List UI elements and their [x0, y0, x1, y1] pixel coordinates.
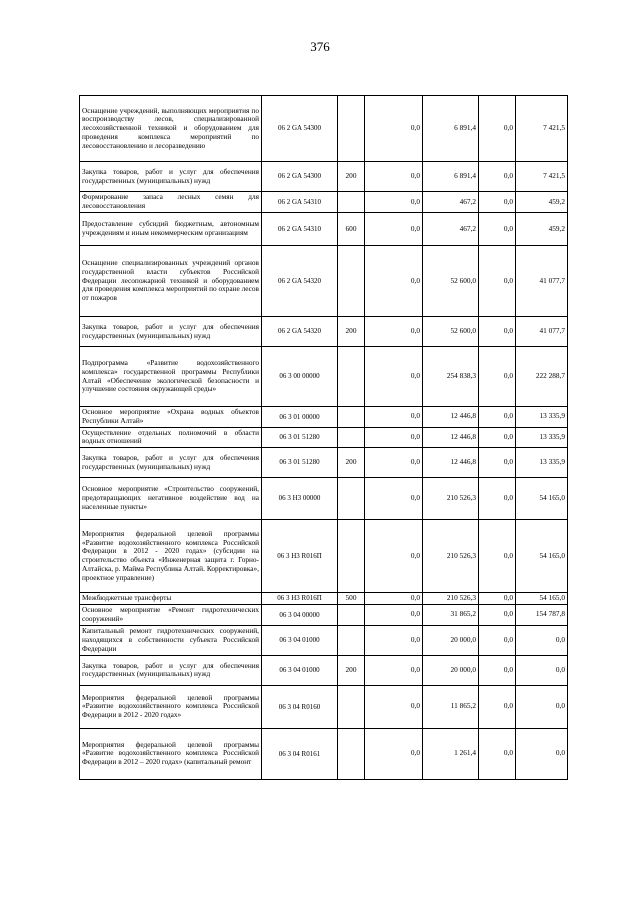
row-expense-type: [338, 96, 365, 162]
row-name: Межбюджетные трансферты: [80, 593, 262, 605]
table-row: [80, 192, 568, 213]
row-code: 06 3 04 01000: [262, 625, 338, 655]
row-expense-type: [338, 728, 365, 779]
row-value-4: 7 421,5: [516, 96, 568, 162]
table-row: [80, 162, 568, 192]
row-value-3: 0,0: [479, 246, 516, 317]
row-value-2: 210 526,3: [423, 478, 479, 520]
row-code: 06 2 GA 54320: [262, 317, 338, 347]
row-value-1: 0,0: [365, 96, 423, 162]
row-name: Осуществление отдельных полномочий в области водных отношений: [80, 427, 262, 448]
row-code: 06 2 GA 54310: [262, 192, 338, 213]
row-code: 06 2 GA 54320: [262, 246, 338, 317]
row-expense-type: 200: [338, 317, 365, 347]
table-row: [80, 407, 568, 428]
row-name: Мероприятия федеральной целевой программы «Развитие водохозяйственного комплекса Российской Федерации в 2012 – 2020 годах» (капитальный ремонт: [80, 728, 262, 779]
table-row: [80, 213, 568, 246]
table-row: [80, 347, 568, 407]
row-value-1: 0,0: [365, 347, 423, 407]
row-value-2: 31 865,2: [423, 604, 479, 625]
row-name: Капитальный ремонт гидротехнических сооружений, находящихся в собственности субъекта Российской Федерации: [80, 625, 262, 655]
row-expense-type: [338, 520, 365, 593]
row-code: 06 3 04 00000: [262, 604, 338, 625]
row-expense-type: [338, 192, 365, 213]
row-name: Оснащение специализированных учреждений органов государственной власти субъектов Российской Федерации лесопожарной техникой и оборудованием для проведения комплекса мероприятий по охране лесов от пожаров: [80, 246, 262, 317]
row-expense-type: [338, 246, 365, 317]
row-value-2: 6 891,4: [423, 96, 479, 162]
row-code: 06 3 Н3 R016П: [262, 593, 338, 605]
row-value-4: 459,2: [516, 192, 568, 213]
row-value-2: 52 600,0: [423, 317, 479, 347]
row-code: 06 3 01 51280: [262, 427, 338, 448]
row-value-1: 0,0: [365, 246, 423, 317]
row-code: 06 3 04 R0160: [262, 685, 338, 728]
table-row: [80, 625, 568, 655]
row-value-2: 467,2: [423, 192, 479, 213]
row-value-4: 222 288,7: [516, 347, 568, 407]
row-value-4: 54 165,0: [516, 593, 568, 605]
row-value-2: 20 000,0: [423, 655, 479, 685]
row-value-3: 0,0: [479, 317, 516, 347]
row-value-4: 0,0: [516, 655, 568, 685]
row-code: 06 3 00 00000: [262, 347, 338, 407]
row-value-4: 13 335,9: [516, 407, 568, 428]
row-expense-type: 200: [338, 655, 365, 685]
row-value-1: 0,0: [365, 728, 423, 779]
row-name: Закупка товаров, работ и услуг для обеспечения государственных (муниципальных) нужд: [80, 162, 262, 192]
row-value-2: 12 446,8: [423, 407, 479, 428]
row-value-1: 0,0: [365, 448, 423, 478]
row-expense-type: [338, 685, 365, 728]
row-code: 06 2 GA 54310: [262, 213, 338, 246]
row-value-2: 20 000,0: [423, 625, 479, 655]
row-value-3: 0,0: [479, 427, 516, 448]
table-row: [80, 593, 568, 605]
row-value-2: 254 838,3: [423, 347, 479, 407]
row-value-1: 0,0: [365, 520, 423, 593]
row-value-2: 12 446,8: [423, 448, 479, 478]
row-value-3: 0,0: [479, 448, 516, 478]
row-value-3: 0,0: [479, 520, 516, 593]
row-name: Оснащение учреждений, выполняющих мероприятия по воспроизводству лесов, специализированной лесохозяйственной техникой и оборудованием для проведения комплекса мероприятий по лесовосстановлению и лесоразведению: [80, 96, 262, 162]
row-name: Закупка товаров, работ и услуг для обеспечения государственных (муниципальных) нужд: [80, 317, 262, 347]
row-value-3: 0,0: [479, 213, 516, 246]
row-value-1: 0,0: [365, 625, 423, 655]
row-value-2: 1 261,4: [423, 728, 479, 779]
row-value-3: 0,0: [479, 96, 516, 162]
row-value-4: 0,0: [516, 728, 568, 779]
row-value-3: 0,0: [479, 655, 516, 685]
table-row: [80, 448, 568, 478]
row-value-3: 0,0: [479, 685, 516, 728]
row-value-1: 0,0: [365, 427, 423, 448]
table-row: [80, 655, 568, 685]
row-value-4: 7 421,5: [516, 162, 568, 192]
row-name: Мероприятия федеральной целевой программы «Развитие водохозяйственного комплекса Российской Федерации в 2012 - 2020 годах» (субсидии на строительство объекта «Инженерная защита г. Горно-Алтайска, р. Майма Республика Алтай. Корректировка», проектное управление): [80, 520, 262, 593]
row-expense-type: [338, 427, 365, 448]
row-expense-type: 200: [338, 162, 365, 192]
row-name: Закупка товаров, работ и услуг для обеспечения государственных (муниципальных) нужд: [80, 448, 262, 478]
table-row: [80, 96, 568, 162]
row-value-1: 0,0: [365, 192, 423, 213]
row-expense-type: [338, 604, 365, 625]
row-name: Подпрограмма «Развитие водохозяйственного комплекса» государственной программы Республики Алтай «Обеспечение экологической безопасности и улучшение состояния окружающей среды»: [80, 347, 262, 407]
row-code: 06 2 GA 54300: [262, 96, 338, 162]
row-name: Закупка товаров, работ и услуг для обеспечения государственных (муниципальных) нужд: [80, 655, 262, 685]
row-value-3: 0,0: [479, 625, 516, 655]
row-code: 06 2 GA 54300: [262, 162, 338, 192]
table-row: [80, 246, 568, 317]
row-value-2: 12 446,8: [423, 427, 479, 448]
row-value-4: 459,2: [516, 213, 568, 246]
row-name: Основное мероприятие «Строительство сооружений, предотвращающих негативное воздействие вод на населенные пункты»: [80, 478, 262, 520]
row-name: Формирование запаса лесных семян для лесовосстановления: [80, 192, 262, 213]
row-value-1: 0,0: [365, 604, 423, 625]
row-code: 06 3 04 R0161: [262, 728, 338, 779]
row-value-1: 0,0: [365, 407, 423, 428]
row-value-1: 0,0: [365, 593, 423, 605]
row-value-4: 0,0: [516, 625, 568, 655]
row-expense-type: 200: [338, 448, 365, 478]
row-name: Основное мероприятие «Ремонт гидротехнических сооружений»: [80, 604, 262, 625]
row-value-1: 0,0: [365, 655, 423, 685]
row-expense-type: [338, 478, 365, 520]
row-code: 06 3 Н3 R016П: [262, 520, 338, 593]
table-row: [80, 317, 568, 347]
row-value-2: 210 526,3: [423, 520, 479, 593]
row-value-1: 0,0: [365, 685, 423, 728]
row-value-2: 52 600,0: [423, 246, 479, 317]
row-value-4: 0,0: [516, 685, 568, 728]
row-value-2: 210 526,3: [423, 593, 479, 605]
row-value-4: 13 335,9: [516, 448, 568, 478]
row-value-3: 0,0: [479, 604, 516, 625]
row-value-4: 54 165,0: [516, 478, 568, 520]
row-value-2: 11 865,2: [423, 685, 479, 728]
row-value-1: 0,0: [365, 162, 423, 192]
page-number: 376: [310, 39, 330, 54]
row-expense-type: 600: [338, 213, 365, 246]
row-name: Предоставление субсидий бюджетным, автономным учреждениям и иным некоммерческим организациям: [80, 213, 262, 246]
row-value-3: 0,0: [479, 192, 516, 213]
row-name: Основное мероприятие «Охрана водных объектов Республики Алтай»: [80, 407, 262, 428]
row-value-1: 0,0: [365, 213, 423, 246]
table-row: [80, 427, 568, 448]
row-value-2: 6 891,4: [423, 162, 479, 192]
table-row: [80, 685, 568, 728]
table-row: [80, 478, 568, 520]
row-value-3: 0,0: [479, 162, 516, 192]
row-expense-type: [338, 347, 365, 407]
row-value-4: 13 335,9: [516, 427, 568, 448]
row-code: 06 3 01 51280: [262, 448, 338, 478]
row-value-2: 467,2: [423, 213, 479, 246]
row-value-3: 0,0: [479, 407, 516, 428]
table-row: [80, 604, 568, 625]
row-value-1: 0,0: [365, 478, 423, 520]
row-value-3: 0,0: [479, 347, 516, 407]
row-expense-type: [338, 407, 365, 428]
row-expense-type: 500: [338, 593, 365, 605]
row-value-3: 0,0: [479, 478, 516, 520]
table-row: [80, 520, 568, 593]
row-value-3: 0,0: [479, 593, 516, 605]
row-code: 06 3 Н3 00000: [262, 478, 338, 520]
row-value-1: 0,0: [365, 317, 423, 347]
row-value-4: 154 787,8: [516, 604, 568, 625]
row-value-4: 41 077,7: [516, 246, 568, 317]
row-code: 06 3 04 01000: [262, 655, 338, 685]
row-value-3: 0,0: [479, 728, 516, 779]
row-name: Мероприятия федеральной целевой программы «Развитие водохозяйственного комплекса Российской Федерации в 2012 - 2020 годах»: [80, 685, 262, 728]
table-row: [80, 728, 568, 779]
row-expense-type: [338, 625, 365, 655]
row-value-4: 54 165,0: [516, 520, 568, 593]
budget-table: [79, 95, 568, 780]
row-value-4: 41 077,7: [516, 317, 568, 347]
row-code: 06 3 01 00000: [262, 407, 338, 428]
